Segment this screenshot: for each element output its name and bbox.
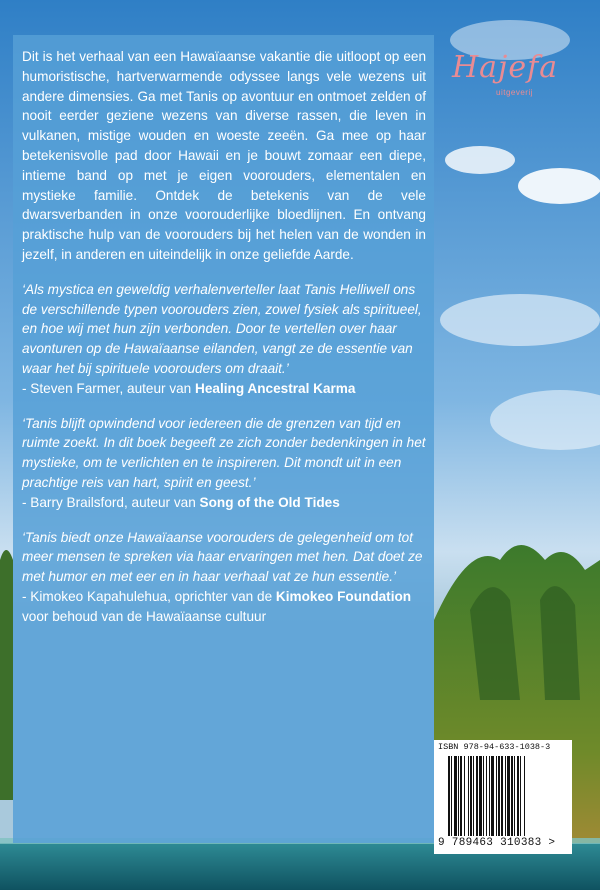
barcode-bar — [454, 756, 457, 836]
barcode-bar — [476, 756, 478, 836]
barcode-bar — [517, 756, 519, 836]
quote-3-work: Kimokeo Foundation — [275, 588, 412, 604]
publisher-brand: Hajefa — [452, 50, 559, 85]
barcode-bar — [479, 756, 482, 836]
barcode-bar — [511, 756, 513, 836]
quote-1 — [22, 280, 426, 399]
back-cover-text — [22, 47, 426, 627]
barcode-bar — [496, 756, 497, 836]
barcode-bar — [448, 756, 450, 836]
quote-2-attribution — [22, 493, 426, 513]
barcode-bar — [491, 756, 494, 836]
barcode-bar — [470, 756, 472, 836]
barcode-bar — [451, 756, 452, 836]
barcode-bar — [483, 756, 484, 836]
barcode-bar — [507, 756, 510, 836]
isbn-label: ISBN 978-94-633-1038-3 — [438, 742, 551, 752]
barcode-bar — [486, 756, 487, 836]
barcode-bar — [514, 756, 515, 836]
barcode-bar — [489, 756, 490, 836]
quote-3-tail: voor behoud van de Hawaïaanse cultuur — [22, 608, 267, 624]
quote-2 — [22, 414, 426, 513]
quote-2-text: ‘Tanis blijft opwindend voor iedereen die de grenzen van tijd en ruimte zoekt. In dit boek begeeft ze zich zonder bedenkingen in het mystieke, om te verlichten en te inspireren. Dit mondt uit in een prachtige reis van hart, spirit en geest.’ — [22, 415, 426, 490]
barcode-bar — [460, 756, 462, 836]
blurb-intro: Dit is het verhaal van een Hawaïaanse vakantie die uitloopt op een humoristische, hartverwarmende odyssee langs vele wezens uit andere dimensies. Ga met Tanis op avontuur en ontmoet zelden of nooit eerder geziene wezens van diverse rassen, die leven in vulkanen, mistige wouden en woeste zeeën. Ga mee op haar betekenisvolle pad door Hawaii en je bouwt zomaar een diepe, intieme band op met je eigen voorouders, elementalen en mystieke familie. Ontdek de betekenis van de vele dwarsverbanden in onze voorouderlijke bloedlijnen. En ontvang praktische hulp van de voorouders bij het helen van de wonden in jezelf, in anderen en uiteindelijk in onze geliefde Aarde. — [22, 49, 426, 262]
quote-1-text: ‘Als mystica en geweldig verhalenverteller laat Tanis Helliwell ons de verschillende typen voorouders zien, zowel fysiek als spiritueel, en hoe wij met hun zijn verbonden. Door te vertellen over haar avonturen op de Hawaïaanse eilanden, vangt ze de essentie van waar het bij spirituele voorouders om draait.’ — [22, 281, 422, 376]
barcode-bar — [498, 756, 500, 836]
quote-3-author: - Kimokeo Kapahulehua, oprichter van de — [22, 588, 276, 604]
publisher-sub: uitgeverij — [496, 88, 534, 97]
barcode-bar — [473, 756, 474, 836]
quote-3 — [22, 528, 426, 627]
publisher-logo — [452, 50, 582, 110]
barcode-bar — [468, 756, 469, 836]
quote-1-attribution — [22, 379, 426, 399]
quote-2-work: Song of the Old Tides — [199, 494, 340, 510]
barcode-bar — [505, 756, 506, 836]
isbn-barcode — [434, 740, 572, 854]
barcode-digits: 9 789463 310383 > — [438, 837, 556, 849]
quote-3-text: ‘Tanis biedt onze Hawaïaanse voorouders de gelegenheid om tot meer mensen te spreken via haar ervaringen met hen. Dat doet ze met humor en met eer en in haar verhaal vat ze hun essentie.’ — [22, 529, 423, 585]
quote-1-work: Healing Ancestral Karma — [195, 380, 356, 396]
barcode-bar — [524, 756, 525, 836]
barcode-bar — [464, 756, 465, 836]
barcode-bar — [458, 756, 459, 836]
quote-3-attribution — [22, 587, 426, 627]
barcode-bars — [448, 756, 560, 836]
barcode-bar — [520, 756, 521, 836]
quote-2-author: - Barry Brailsford, auteur van — [22, 494, 200, 510]
quote-1-author: - Steven Farmer, auteur van — [22, 380, 196, 396]
barcode-bar — [501, 756, 503, 836]
